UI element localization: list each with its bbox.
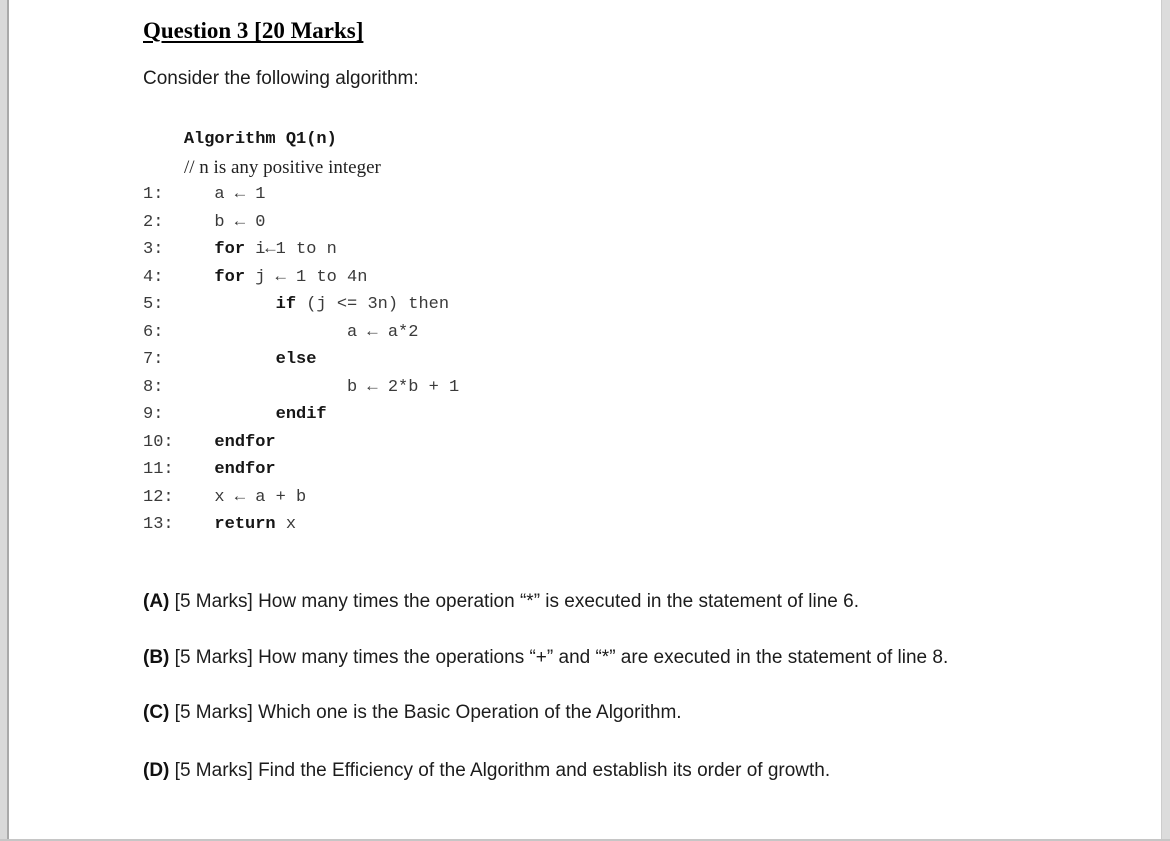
- question-item: [143, 699, 1031, 727]
- page-right-edge: [1161, 0, 1170, 841]
- code-line: 1: a ← 1: [143, 185, 266, 204]
- question-label: (C): [143, 702, 170, 723]
- code-line: 6: a ← a*2: [143, 322, 419, 342]
- question-text: [5 Marks] Which one is the Basic Operation of the Algorithm.: [169, 702, 682, 723]
- code-line: 5: if (j <= 3n) then: [143, 295, 450, 314]
- question-label: (B): [143, 646, 170, 668]
- code-line: 11: endfor: [143, 460, 276, 479]
- code-line: 9: endif: [143, 405, 327, 424]
- question-list: [143, 588, 1031, 812]
- code-line: 13: return x: [143, 515, 297, 534]
- question-item: [143, 644, 1031, 672]
- intro-text: Consider the following algorithm:: [143, 68, 419, 89]
- question-text: [5 Marks] How many times the operations “+” and “*” are executed in the statement of line 8.: [169, 646, 949, 668]
- question-label: (A): [143, 591, 170, 612]
- code-line: 2: b ← 0: [143, 212, 266, 232]
- code-line: 4: for j ← 1 to 4n: [143, 267, 368, 287]
- code-line: 10: endfor: [143, 432, 276, 452]
- question-text: [5 Marks] How many times the operation “*” is executed in the statement of line 6.: [169, 591, 859, 612]
- question-label: (D): [143, 759, 170, 781]
- question-item: [143, 757, 1031, 785]
- code-line: 3: for i←1 to n: [143, 240, 337, 259]
- question-title: Question 3 [20 Marks]: [143, 18, 364, 43]
- question-item: [143, 588, 1031, 616]
- code-line: 7: else: [143, 350, 317, 369]
- question-text: [5 Marks] Find the Efficiency of the Algorithm and establish its order of growth.: [169, 759, 831, 781]
- code-line: 12: x ← a + b: [143, 487, 307, 507]
- algorithm-pseudocode: [143, 126, 459, 539]
- page-left-edge: [0, 0, 9, 841]
- code-line: Algorithm Q1(n): [183, 130, 337, 149]
- code-line: 8: b ← 2*b + 1: [143, 377, 460, 397]
- code-comment-line: // n is any positive integer: [184, 156, 381, 178]
